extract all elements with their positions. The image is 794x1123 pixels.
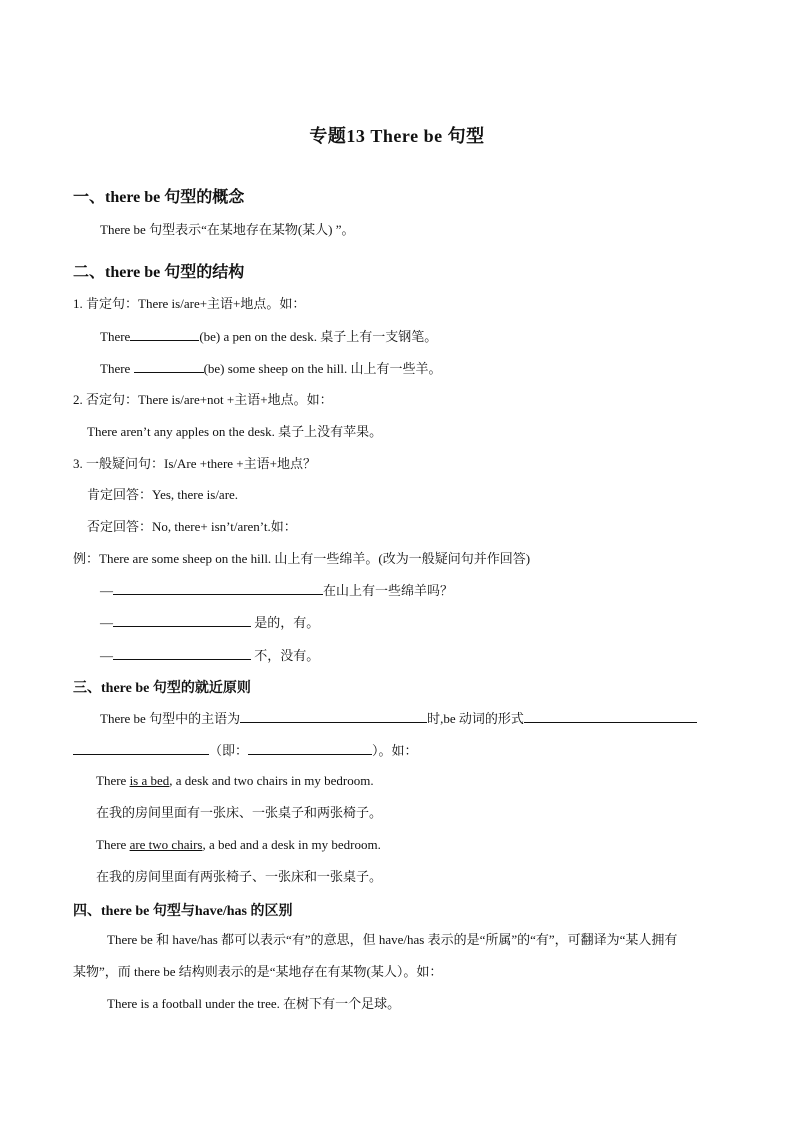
- question-label: 3. 一般疑问句：Is/Are +there +主语+地点？: [73, 456, 316, 471]
- example-line: 例：There are some sheep on the hill. 山上有一些绵羊。(改为一般疑问句并作回答): [73, 551, 531, 566]
- section-4-heading: 四、there be 句型与have/has 的区别: [73, 904, 293, 919]
- rule-middle: 时,be 动词的形式: [427, 711, 524, 726]
- dash: —: [100, 648, 113, 663]
- example-suffix: , a desk and two chairs in my bedroom.: [169, 773, 374, 788]
- no-answer: 否定回答：No, there+ isn’t/aren’t.如：: [87, 519, 297, 534]
- example-2-prefix: There: [100, 361, 134, 376]
- example-2-suffix: (be) some sheep on the hill. 山上有一些羊。: [203, 361, 442, 376]
- rule-prefix: There be 句型中的主语为: [100, 711, 241, 726]
- example-prefix: There: [96, 837, 130, 852]
- fill-blank-yes[interactable]: [113, 614, 251, 627]
- yes-answer-line: [100, 614, 319, 631]
- example-prefix: There: [96, 773, 130, 788]
- yes-tail: 是的，有。: [251, 615, 320, 630]
- affirmative-example-1: [100, 328, 437, 345]
- fill-blank-question[interactable]: [113, 582, 323, 595]
- fill-blank-subject[interactable]: [240, 710, 427, 723]
- rule-2-end: ）。如：: [372, 743, 418, 758]
- underlined-phrase: is a bed: [129, 773, 170, 788]
- page-title: 专题13 There be 句型: [309, 126, 485, 146]
- no-answer-line: [100, 647, 319, 664]
- section-4-paragraph-line-2: 某物”，而 there be 结构则表示的是“某地存在有某物(某人）。如：: [73, 964, 443, 979]
- fill-blank-namely[interactable]: [248, 742, 372, 755]
- proximity-example-2: [96, 837, 381, 853]
- negative-label: 2. 否定句：There is/are+not +主语+地点。如：: [73, 392, 333, 407]
- fill-blank-no[interactable]: [113, 647, 251, 660]
- fill-blank-be-form[interactable]: [524, 710, 697, 723]
- fill-blank-2[interactable]: [134, 360, 204, 373]
- proximity-example-1: [96, 773, 374, 789]
- section-4-paragraph-line-1: There be 和 have/has 都可以表示“有”的意思，但 have/has 表示的是“所属”的“有”，可翻译为“某人拥有: [107, 932, 678, 947]
- dash: —: [100, 583, 113, 598]
- fill-blank-1[interactable]: [130, 328, 199, 341]
- proximity-example-1-cn: 在我的房间里面有一张床、一张桌子和两张椅子。: [96, 805, 383, 820]
- fill-blank-continued[interactable]: [73, 742, 209, 755]
- section-3-heading: 三、there be 句型的就近原则: [73, 681, 251, 696]
- rule-2-middle: （即：: [209, 743, 249, 758]
- example-1-suffix: (be) a pen on the desk. 桌子上有一支钢笔。: [199, 329, 438, 344]
- question-answer-line: [100, 582, 453, 599]
- section-2-heading: 二、there be 句型的结构: [73, 264, 245, 281]
- affirmative-label: 1. 肯定句：There is/are+主语+地点。如：: [73, 296, 306, 311]
- example-1-prefix: There: [100, 329, 131, 344]
- proximity-example-2-cn: 在我的房间里面有两张椅子、一张床和一张桌子。: [96, 869, 383, 884]
- rule-line-2: [73, 742, 418, 759]
- section-1-heading: 一、there be 句型的概念: [73, 189, 245, 206]
- affirmative-example-2: [100, 360, 442, 377]
- section-4-example: There is a football under the tree. 在树下有一个足球。: [107, 996, 401, 1011]
- example-suffix: , a bed and a desk in my bedroom.: [202, 837, 381, 852]
- underlined-phrase: are two chairs: [129, 837, 203, 852]
- section-1-text: There be 句型表示“在某地存在某物(某人) ”。: [100, 222, 355, 237]
- rule-line-1: [100, 710, 697, 727]
- negative-example: There aren’t any apples on the desk. 桌子上没有苹果。: [87, 424, 383, 439]
- no-tail: 不，没有。: [251, 648, 320, 663]
- yes-answer: 肯定回答：Yes, there is/are.: [87, 487, 239, 502]
- question-tail: 在山上有一些绵羊吗？: [323, 583, 454, 598]
- dash: —: [100, 615, 113, 630]
